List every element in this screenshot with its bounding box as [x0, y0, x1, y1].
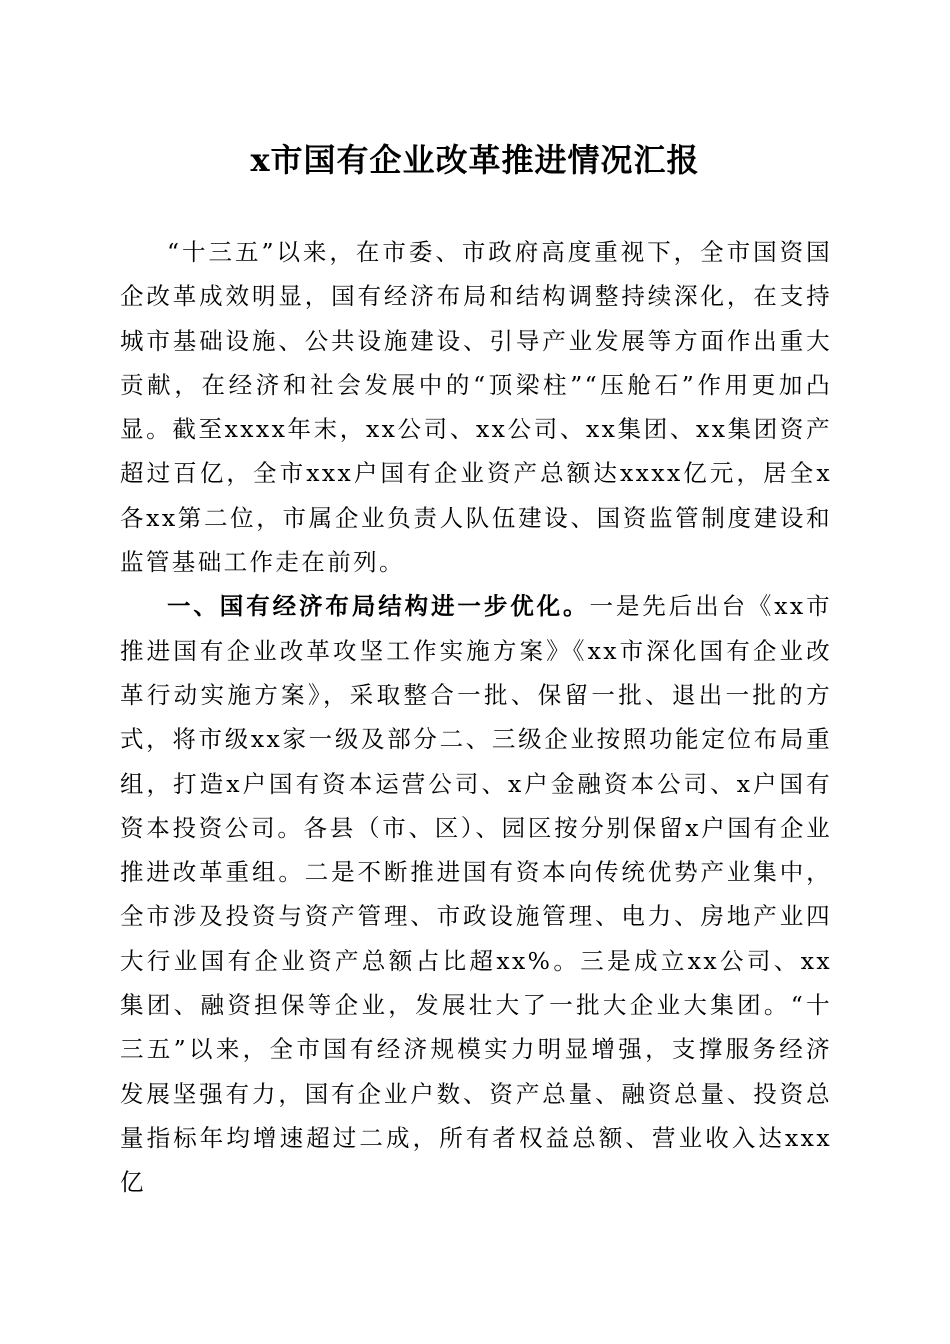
document-title: x市国有企业改革推进情况汇报 — [250, 141, 700, 179]
intro-paragraph: “十三五”以来，在市委、市政府高度重视下，全市国资国企改革成效明显，国有经济布局和结构调整持续深化，在支持城市基础设施、公共设施建设、引导产业发展等方面作出重大贡献，在经济和社会发展中的“顶梁柱”“压舱石”作用更加凸显。截至xxxx年末，xx公司、xx公司、xx集团、xx集团资产超过百亿，全市xxx户国有企业资产总额达xxxx亿元，居全x各xx第二位，市属企业负责人队伍建设、国资监管制度建设和监管基础工作走在前列。 — [120, 238, 832, 577]
document-body — [120, 230, 832, 1205]
section-1-heading: 一、国有经济布局结构进一步优化。 — [167, 592, 590, 621]
section-1-body: 一是先后出台《xx市推进国有企业改革攻坚工作实施方案》《xx市深化国有企业改革行动实施方案》，采取整合一批、保留一批、退出一批的方式，将市级xx家一级及部分二、三级企业按照功能定位布局重组，打造x户国有资本运营公司、x户金融资本公司、x户国有资本投资公司。各县（市、区）、园区按分别保留x户国有企业推进改革重组。二是不断推进国有资本向传统优势产业集中，全市涉及投资与资产管理、市政设施管理、电力、房地产业四大行业国有企业资产总额占比超xx%。三是成立xx公司、xx集团、融资担保等企业，发展壮大了一批大企业大集团。“十三五”以来，全市国有经济规模实力明显增强，支撑服务经济发展坚强有力，国有企业户数、资产总量、融资总量、投资总量指标年均增速超过二成，所有者权益总额、营业收入达xxx亿 — [120, 592, 832, 1197]
section-1-paragraph — [120, 584, 832, 1204]
